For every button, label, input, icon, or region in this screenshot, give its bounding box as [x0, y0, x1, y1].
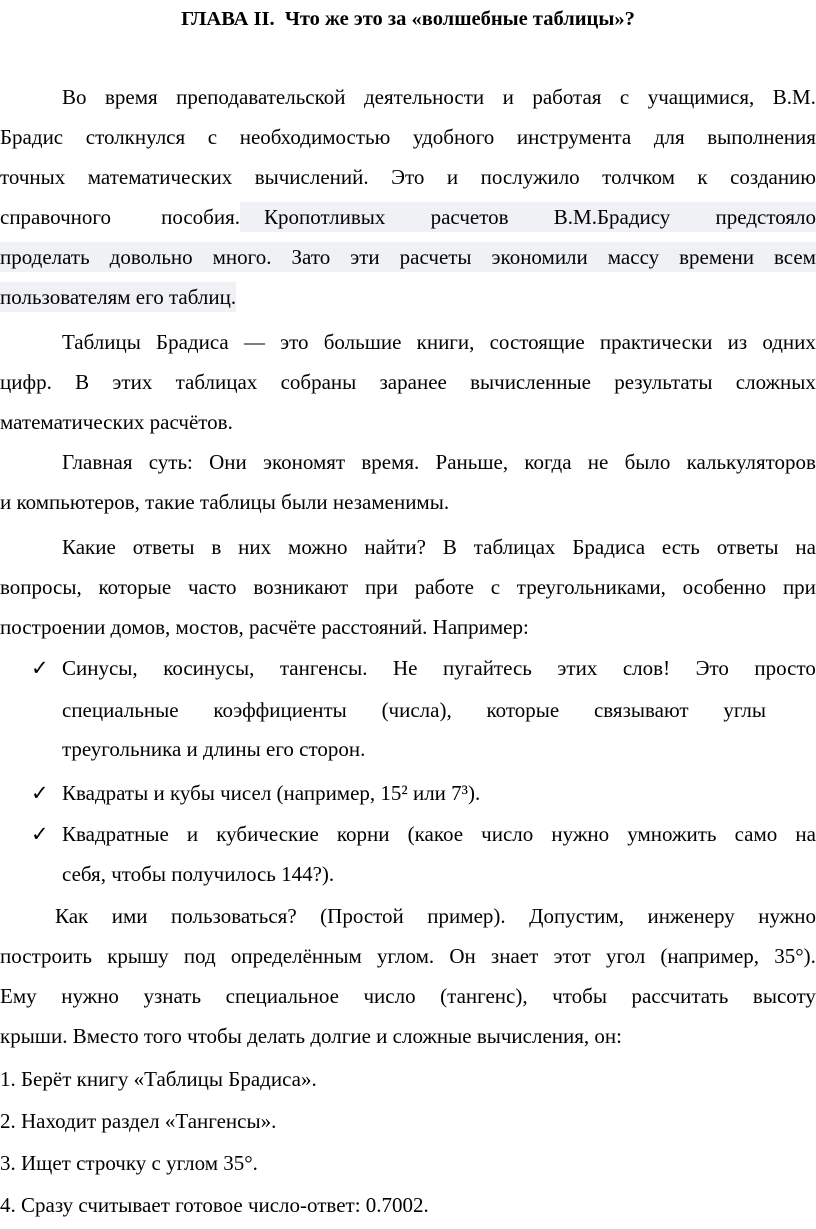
- word: умножить: [627, 822, 717, 846]
- word: пугайтесь: [443, 656, 532, 680]
- paragraph-1-line-1: [62, 77, 816, 117]
- paragraph-5-line-3: [0, 976, 816, 1016]
- word: есть: [661, 535, 700, 559]
- word: из: [727, 330, 748, 354]
- word: этих: [557, 656, 598, 680]
- word: крышу: [107, 944, 169, 968]
- checkmark-icon: ✓: [31, 781, 49, 805]
- word: когда: [524, 450, 572, 474]
- word: само: [734, 822, 778, 846]
- paragraph-5-line-2: [0, 936, 816, 976]
- word: тангенсы.: [279, 656, 368, 680]
- word: всем: [773, 245, 816, 269]
- word: экономили: [491, 245, 588, 269]
- word: пример).: [427, 904, 506, 928]
- word: довольно: [109, 245, 193, 269]
- word: учащимися,: [647, 85, 755, 109]
- paragraph-2-line-1: [62, 322, 816, 362]
- word: при: [782, 575, 816, 599]
- word: практически: [599, 330, 713, 354]
- word: часто: [187, 575, 237, 599]
- word: число: [363, 984, 416, 1008]
- paragraph-1-line-4a: [0, 197, 240, 237]
- word: книги,: [416, 330, 475, 354]
- word: них: [238, 535, 272, 559]
- word: таблицах: [473, 535, 556, 559]
- word: можно: [288, 535, 348, 559]
- word: одних: [762, 330, 816, 354]
- step-2: 2. Находит раздел «Тангенсы».: [0, 1109, 277, 1133]
- word: Брадиса: [156, 330, 229, 354]
- word: Какие: [62, 535, 116, 559]
- word: Синусы,: [62, 656, 138, 680]
- word: ответы: [716, 535, 779, 559]
- word: справочного: [0, 205, 111, 229]
- word: Таблицы: [62, 330, 141, 354]
- word: столкнулся: [85, 125, 186, 149]
- word: Он: [449, 944, 476, 968]
- word: собраны: [280, 370, 357, 394]
- word: В.М.: [772, 85, 816, 109]
- word: найти?: [364, 535, 426, 559]
- word: Квадратные: [62, 822, 169, 846]
- word: рассчитать: [631, 984, 729, 1008]
- word: специальное: [225, 984, 339, 1008]
- paragraph-2-line-3: математических расчётов.: [0, 410, 233, 434]
- word: этих: [112, 370, 153, 394]
- word: математических: [87, 165, 233, 189]
- bullet-1-line-1: [62, 648, 816, 688]
- word: треугольниками,: [516, 575, 666, 599]
- word: высоту: [752, 984, 816, 1008]
- word: Ему: [0, 984, 37, 1008]
- word: с: [490, 575, 501, 599]
- paragraph-2-line-2: [0, 362, 816, 402]
- word: которые: [486, 698, 560, 722]
- word: Как: [55, 904, 89, 928]
- word: угол: [605, 944, 646, 968]
- paragraph-3-line-2: и компьютеров, такие таблицы были незаменимы.: [0, 490, 450, 514]
- word: возникают: [253, 575, 349, 599]
- bullet-3-line-2: себя, чтобы получилось 144?).: [62, 862, 335, 886]
- word: знает: [490, 944, 539, 968]
- paragraph-5-line-1: [55, 896, 816, 936]
- word: созданию: [730, 165, 816, 189]
- word: было: [624, 450, 671, 474]
- paragraph-4-line-1: [62, 527, 816, 567]
- word: при: [364, 575, 398, 599]
- word: не: [587, 450, 609, 474]
- word: на: [795, 822, 816, 846]
- word: нужно: [758, 904, 816, 928]
- word: инженеру: [647, 904, 735, 928]
- step-3: 3. Ищет строчку с углом 35°.: [0, 1151, 258, 1175]
- paragraph-5-line-4: крыши. Вместо того чтобы делать долгие и сложные вычисления, он:: [0, 1024, 623, 1048]
- word: просто: [754, 656, 816, 680]
- word: экономят: [263, 450, 346, 474]
- word: пользоваться?: [171, 904, 297, 928]
- word: (тангенс),: [440, 984, 528, 1008]
- word: Допустим,: [529, 904, 624, 928]
- word: (какое: [407, 822, 464, 846]
- word: 35°).: [774, 944, 816, 968]
- word: В: [442, 535, 457, 559]
- word: углом.: [376, 944, 435, 968]
- word: В.М.Брадису: [553, 205, 671, 229]
- word: Зато: [291, 245, 331, 269]
- word: Они: [209, 450, 247, 474]
- word: деятельности: [363, 85, 485, 109]
- word: толчком: [602, 165, 675, 189]
- word: Это: [695, 656, 729, 680]
- word: Во: [62, 85, 87, 109]
- word: преподавательской: [176, 85, 346, 109]
- word: работе: [414, 575, 474, 599]
- word: калькуляторов: [686, 450, 816, 474]
- word: Брадиса: [572, 535, 646, 559]
- word: Кропотливых: [264, 205, 386, 229]
- word: массу: [607, 245, 660, 269]
- word: к: [697, 165, 708, 189]
- word: корни: [336, 822, 390, 846]
- word: состоящие: [489, 330, 585, 354]
- word: Брадис: [0, 125, 64, 149]
- word: Главная: [62, 450, 133, 474]
- word: этот: [553, 944, 591, 968]
- word: пособия.: [161, 205, 240, 229]
- word: построить: [0, 944, 93, 968]
- bullet-1-line-2: [62, 690, 766, 730]
- paragraph-4-line-3: построении домов, мостов, расчёте расстояний. Например:: [0, 615, 529, 639]
- word: это: [280, 330, 309, 354]
- word: под: [183, 944, 216, 968]
- paragraph-1-line-5-highlighted: [0, 242, 816, 272]
- word: таблицах: [175, 370, 258, 394]
- checkmark-icon: ✓: [31, 656, 49, 680]
- word: коэффициенты: [213, 698, 347, 722]
- word: время: [104, 85, 158, 109]
- word: время.: [361, 450, 420, 474]
- word: точных: [0, 165, 66, 189]
- word: и: [446, 165, 459, 189]
- word: нужно: [551, 822, 610, 846]
- bullet-1-line-3: треугольника и длины его сторон.: [62, 737, 366, 761]
- word: необходимостью: [239, 125, 391, 149]
- word: (Простой: [320, 904, 404, 928]
- word: расчеты: [399, 245, 472, 269]
- word: Это: [391, 165, 425, 189]
- chapter-title: ГЛАВА II. Что же это за «волшебные таблицы»?: [181, 8, 635, 30]
- word: Раньше,: [435, 450, 509, 474]
- paragraph-1-line-6-highlighted: пользователям его таблиц.: [0, 282, 236, 312]
- word: —: [243, 330, 265, 354]
- word: (числа),: [381, 698, 452, 722]
- word: большие: [323, 330, 402, 354]
- word: которые: [98, 575, 172, 599]
- paragraph-4-line-2: [0, 567, 816, 607]
- word: ими: [111, 904, 148, 928]
- word: косинусы,: [163, 656, 255, 680]
- word: сложных: [735, 370, 816, 394]
- word: специальные: [62, 698, 179, 722]
- paragraph-3-line-1: [62, 442, 816, 482]
- word: Не: [392, 656, 418, 680]
- word: результаты: [614, 370, 713, 394]
- word: на: [795, 535, 816, 559]
- bullet-2-line-1: Квадраты и кубы чисел (например, 15² или 7³).: [62, 781, 481, 805]
- word: инструмента: [516, 125, 632, 149]
- checkmark-icon: ✓: [31, 822, 49, 846]
- word: узнать: [143, 984, 202, 1008]
- paragraph-1-line-3: [0, 157, 816, 197]
- word: ответы: [132, 535, 195, 559]
- word: и: [186, 822, 199, 846]
- word: заранее: [379, 370, 447, 394]
- word: послужило: [480, 165, 580, 189]
- word: вычислений.: [254, 165, 369, 189]
- word: времени: [679, 245, 754, 269]
- word: много.: [212, 245, 272, 269]
- word: кубические: [216, 822, 319, 846]
- word: чтобы: [552, 984, 607, 1008]
- word: расчетов: [430, 205, 509, 229]
- word: В: [75, 370, 90, 394]
- word: предстояло: [715, 205, 816, 229]
- word: с: [207, 125, 218, 149]
- word: число: [481, 822, 534, 846]
- bullet-3-line-1: [62, 814, 816, 854]
- word: вычисленные: [470, 370, 591, 394]
- word: для: [653, 125, 685, 149]
- word: суть:: [148, 450, 193, 474]
- word: в: [211, 535, 222, 559]
- word: работая: [532, 85, 602, 109]
- word: цифр.: [0, 370, 52, 394]
- word: с: [619, 85, 630, 109]
- step-4: 4. Сразу считывает готовое число-ответ: 0.7002.: [0, 1193, 429, 1217]
- word: выполнения: [707, 125, 816, 149]
- word: связывают: [593, 698, 689, 722]
- paragraph-1-line-2: [0, 117, 816, 157]
- paragraph-1-line-4b-highlighted: [240, 202, 816, 232]
- word: удобного: [412, 125, 495, 149]
- word: эти: [350, 245, 380, 269]
- word: (например,: [660, 944, 760, 968]
- word: определённым: [230, 944, 362, 968]
- word: вопросы,: [0, 575, 82, 599]
- word: особенно: [682, 575, 767, 599]
- word: проделать: [0, 245, 90, 269]
- step-1: 1. Берёт книгу «Таблицы Брадиса».: [0, 1067, 317, 1091]
- word: углы: [723, 698, 766, 722]
- word: и: [502, 85, 514, 109]
- word: нужно: [61, 984, 119, 1008]
- word: слов!: [622, 656, 671, 680]
